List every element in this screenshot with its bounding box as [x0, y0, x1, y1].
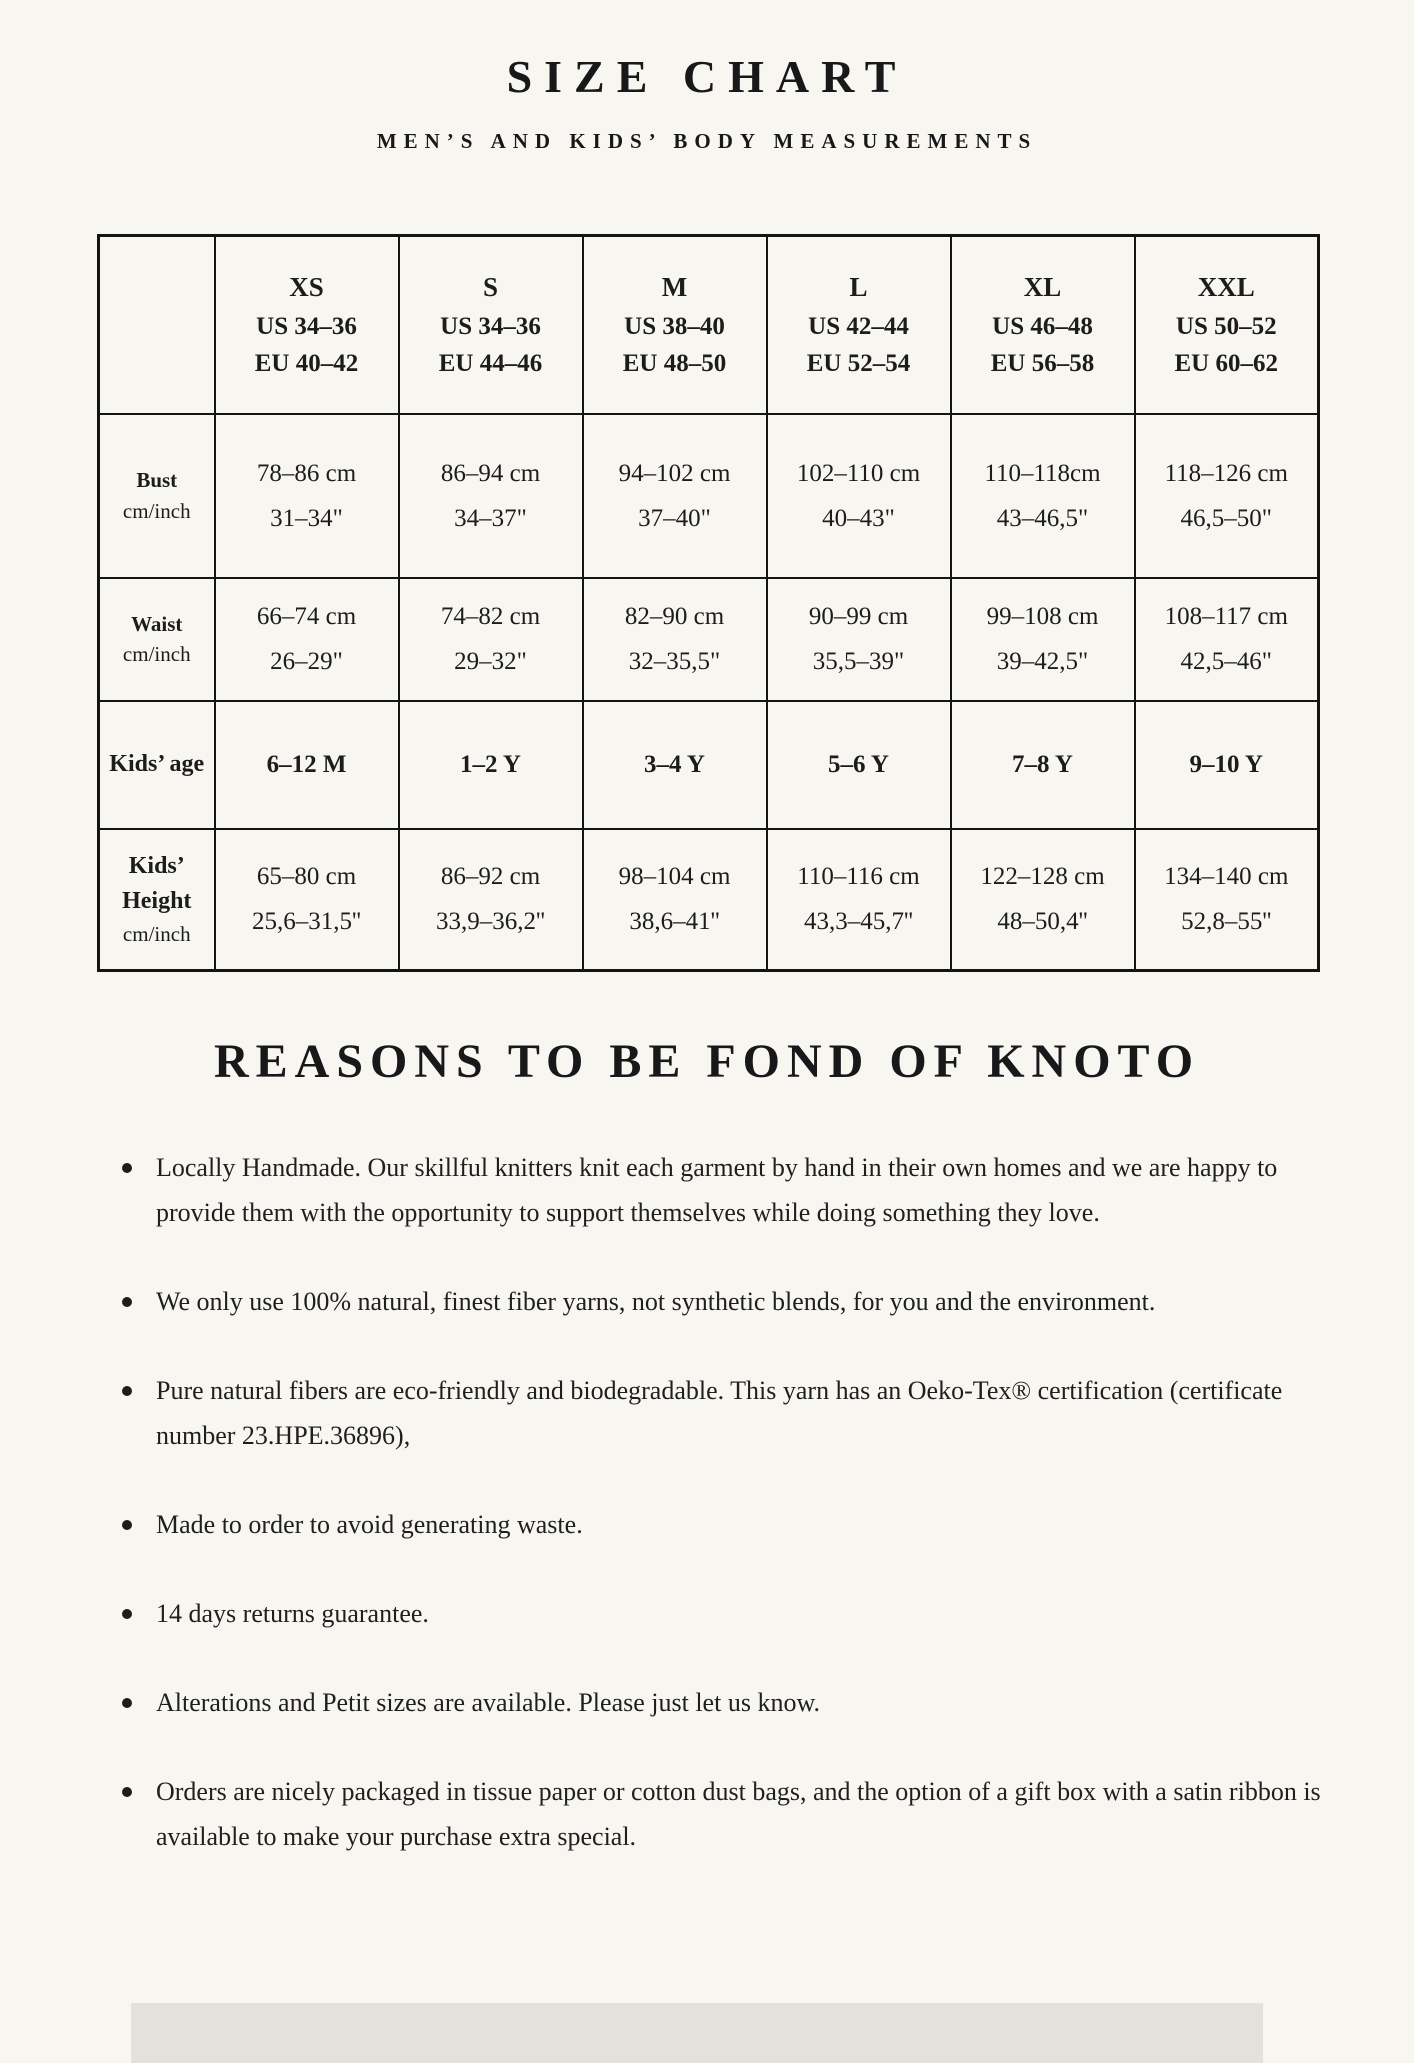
inch-value: 29–32": [454, 648, 527, 675]
measurement-cell: [1135, 701, 1319, 829]
cm-value: 90–99 cm: [808, 603, 909, 630]
reason-text: 14 days returns guarantee.: [156, 1599, 429, 1628]
table-corner-cell: [99, 236, 215, 414]
measurement-cell: [583, 414, 767, 578]
measurement-cell: [1135, 578, 1319, 701]
measurement-cell: [1135, 829, 1319, 971]
us-range: US 34–36: [256, 312, 357, 340]
row-label: Kids’ age: [109, 751, 205, 778]
eu-range: EU 44–46: [438, 350, 543, 377]
cm-value: 65–80 cm: [256, 863, 357, 891]
cm-value: 99–108 cm: [986, 603, 1099, 630]
table-row-bust: [99, 414, 1319, 578]
size-chart-table: [97, 234, 1320, 972]
table-header-row: [99, 236, 1319, 414]
inch-value: 34–37": [454, 504, 527, 532]
measurement-cell: [399, 829, 583, 971]
cm-value: 110–116 cm: [797, 863, 920, 891]
reason-item: [108, 1680, 1336, 1725]
bullet-dot-icon: [122, 1520, 132, 1530]
page-subtitle: MEN’S AND KIDS’ BODY MEASUREMENTS: [376, 129, 1038, 153]
inch-value: 33,9–36,2'': [435, 908, 545, 936]
measurement-cell: [767, 414, 951, 578]
age-value: 5–6 Y: [828, 751, 889, 778]
inch-value: 43,3–45,7'': [803, 908, 913, 936]
measurement-cell: [951, 829, 1135, 971]
size-column-header-m: [583, 236, 767, 414]
us-range: US 46–48: [992, 312, 1093, 340]
measurement-cell: [1135, 414, 1319, 578]
bullet-dot-icon: [122, 1297, 132, 1307]
eu-range: EU 40–42: [254, 350, 359, 377]
inch-value: 38,6–41'': [629, 908, 720, 936]
reason-item: [108, 1591, 1336, 1636]
eu-range: EU 52–54: [806, 350, 911, 377]
reason-text: Pure natural fibers are eco-friendly and biodegradable. This yarn has an Oeko-Tex® certification (certificate number 23.HPE.36896),: [156, 1376, 1283, 1450]
reason-text: Alterations and Petit sizes are available. Please just let us know.: [156, 1688, 821, 1717]
cm-value: 118–126 cm: [1164, 459, 1288, 487]
cm-value: 82–90 cm: [624, 603, 725, 630]
size-chart-page: [0, 50, 1414, 2050]
size-column-header-xs: [215, 236, 399, 414]
size-column-header-l: [767, 236, 951, 414]
next-section-band: [131, 2003, 1263, 2063]
cm-value: 86–92 cm: [440, 863, 541, 891]
inch-value: 32–35,5": [628, 648, 721, 675]
inch-value: 52,8–55'': [1181, 908, 1272, 936]
measurement-cell: [215, 414, 399, 578]
measurement-cell: [951, 701, 1135, 829]
size-column-header-xxl: [1135, 236, 1319, 414]
eu-range: EU 48–50: [622, 350, 727, 377]
size-name: XXL: [1197, 272, 1255, 302]
measurement-cell: [215, 701, 399, 829]
reason-text: Orders are nicely packaged in tissue paper or cotton dust bags, and the option of a gift box with a satin ribbon is available to make your purchase extra special.: [156, 1777, 1321, 1851]
cm-value: 86–94 cm: [440, 459, 541, 487]
reason-item: [108, 1145, 1336, 1235]
measurement-cell: [215, 829, 399, 971]
inch-value: 46,5–50": [1180, 504, 1272, 532]
cm-value: 134–140 cm: [1164, 863, 1289, 891]
inch-value: 25,6–31,5'': [251, 908, 361, 936]
reason-item: [108, 1368, 1336, 1458]
reason-item: [108, 1502, 1336, 1547]
size-name: S: [482, 272, 499, 302]
age-value: 7–8 Y: [1012, 751, 1073, 778]
reason-item: [108, 1279, 1336, 1324]
row-label: Kids’ Height: [122, 853, 192, 915]
inch-value: 26–29": [270, 648, 343, 675]
measurement-cell: [767, 829, 951, 971]
measurement-cell: [399, 414, 583, 578]
cm-value: 94–102 cm: [618, 459, 731, 487]
cm-value: 108–117 cm: [1164, 603, 1288, 630]
inch-value: 35,5–39": [812, 648, 905, 675]
inch-value: 48–50,4'': [997, 908, 1088, 936]
bullet-dot-icon: [122, 1787, 132, 1797]
inch-value: 43–46,5": [996, 504, 1089, 532]
measurement-cell: [583, 701, 767, 829]
row-sublabel: cm/inch: [122, 498, 191, 523]
measurement-cell: [951, 414, 1135, 578]
measurement-cell: [583, 578, 767, 701]
age-value: 1–2 Y: [460, 751, 521, 778]
us-range: US 34–36: [440, 312, 541, 340]
row-sublabel: cm/inch: [122, 642, 191, 666]
reason-text: Locally Handmade. Our skillful knitters knit each garment by hand in their own homes and we are happy to provide them with the opportunity to support themselves while doing something they love.: [156, 1153, 1278, 1227]
reason-text: We only use 100% natural, finest fiber yarns, not synthetic blends, for you and the environment.: [156, 1287, 1156, 1316]
row-label-cell: [99, 414, 215, 578]
row-sublabel: cm/inch: [122, 921, 191, 946]
measurement-cell: [399, 701, 583, 829]
cm-value: 66–74 cm: [256, 603, 357, 630]
eu-range: EU 60–62: [1174, 350, 1278, 377]
size-name: L: [849, 272, 868, 302]
measurement-cell: [951, 578, 1135, 701]
age-value: 6–12 M: [266, 751, 347, 778]
row-label: Waist: [131, 611, 183, 636]
row-label-cell: [99, 829, 215, 971]
table-row-kids-height: [99, 829, 1319, 971]
us-range: US 38–40: [624, 312, 725, 340]
age-value: 9–10 Y: [1189, 751, 1263, 778]
size-column-header-xl: [951, 236, 1135, 414]
measurement-cell: [215, 578, 399, 701]
cm-value: 110–118cm: [984, 459, 1101, 487]
inch-value: 37–40": [638, 504, 711, 532]
us-range: US 42–44: [808, 312, 909, 340]
reason-text: Made to order to avoid generating waste.: [156, 1510, 583, 1539]
bullet-dot-icon: [122, 1163, 132, 1173]
measurement-cell: [583, 829, 767, 971]
reason-item: [108, 1769, 1336, 1859]
row-label: Bust: [136, 468, 178, 493]
row-label-cell: [99, 578, 215, 701]
size-name: XS: [289, 272, 324, 302]
inch-value: 40–43": [822, 504, 895, 532]
page-title: SIZE CHART: [506, 51, 908, 102]
age-value: 3–4 Y: [644, 751, 705, 778]
cm-value: 98–104 cm: [618, 863, 731, 891]
eu-range: EU 56–58: [990, 350, 1095, 377]
table-row-kids-age: [99, 701, 1319, 829]
cm-value: 102–110 cm: [796, 459, 921, 487]
inch-value: 42,5–46": [1180, 648, 1272, 675]
bullet-dot-icon: [122, 1386, 132, 1396]
cm-value: 74–82 cm: [440, 603, 541, 630]
size-name: XL: [1023, 272, 1062, 302]
size-name: M: [661, 272, 688, 302]
bullet-dot-icon: [122, 1609, 132, 1619]
reasons-list: [108, 1145, 1336, 1859]
us-range: US 50–52: [1175, 312, 1277, 340]
cm-value: 122–128 cm: [980, 863, 1105, 891]
row-label-cell: [99, 701, 215, 829]
reasons-heading: REASONS TO BE FOND OF KNOTO: [213, 1035, 1201, 1088]
table-row-waist: [99, 578, 1319, 701]
bullet-dot-icon: [122, 1698, 132, 1708]
measurement-cell: [399, 578, 583, 701]
size-column-header-s: [399, 236, 583, 414]
measurement-cell: [767, 701, 951, 829]
inch-value: 31–34": [270, 504, 343, 532]
inch-value: 39–42,5": [996, 648, 1089, 675]
cm-value: 78–86 cm: [256, 459, 357, 487]
measurement-cell: [767, 578, 951, 701]
